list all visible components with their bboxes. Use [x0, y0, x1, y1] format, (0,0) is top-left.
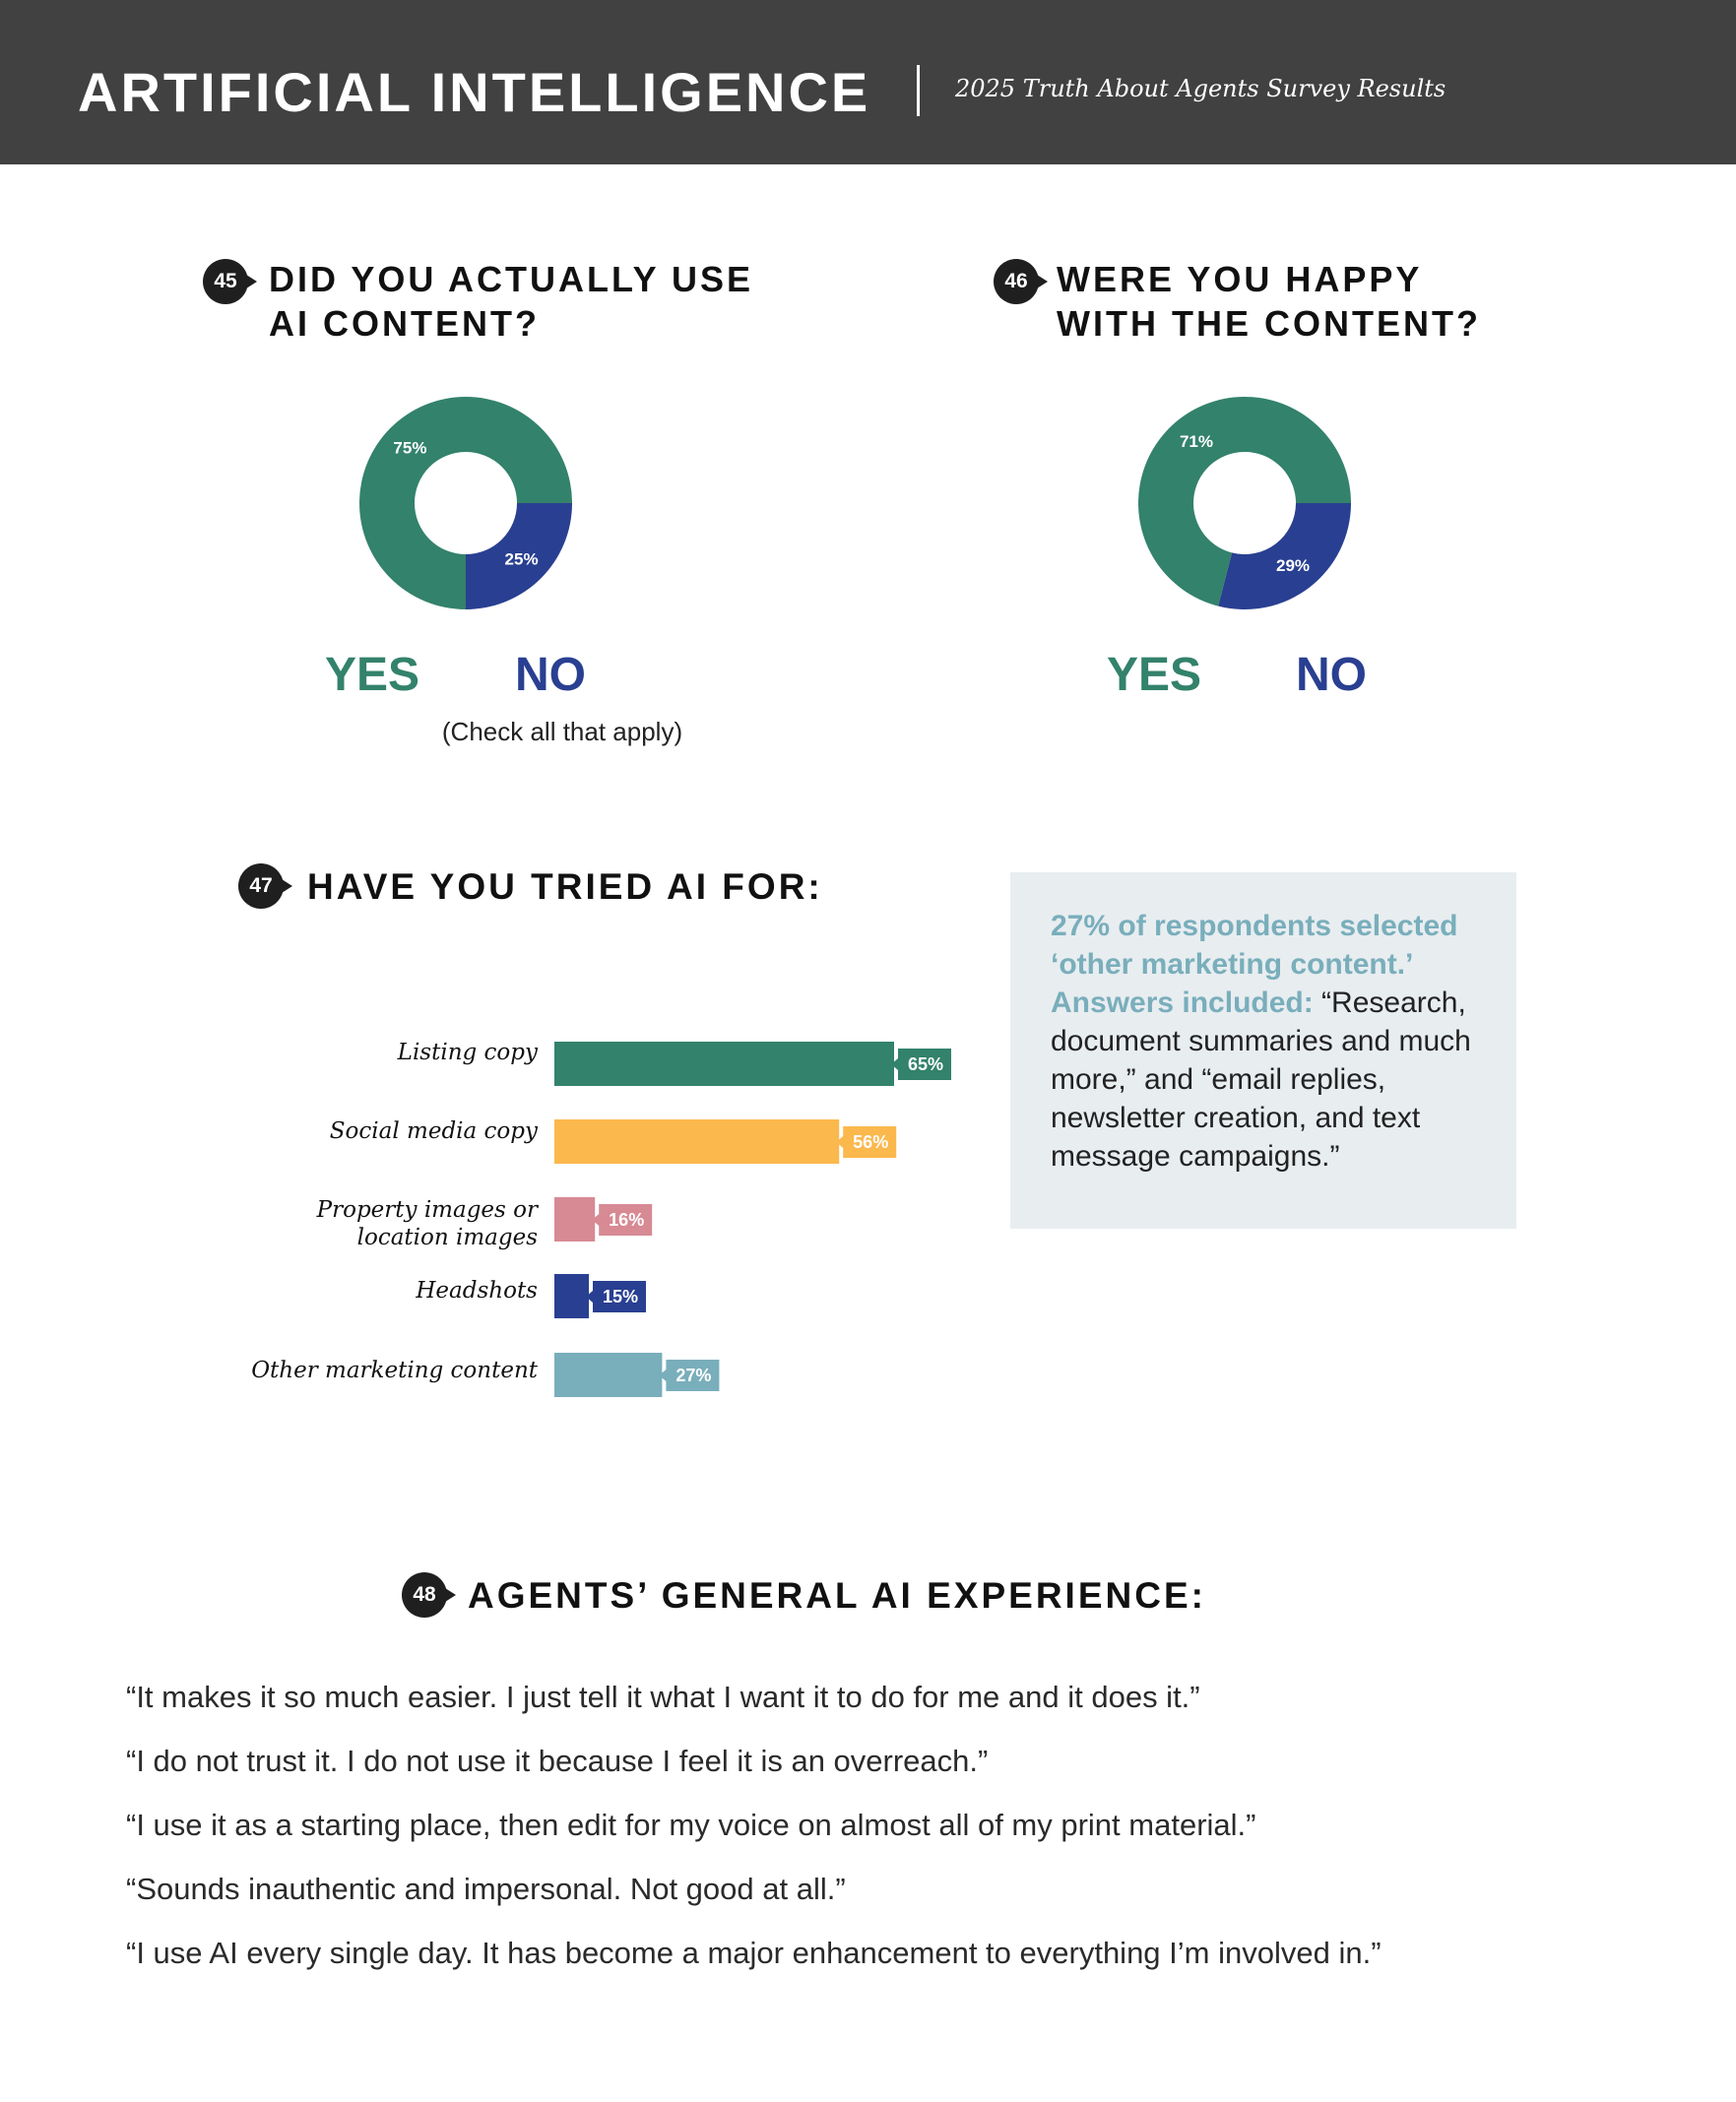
quote-item: “Sounds inauthentic and impersonal. Not good at all.” — [126, 1872, 846, 1906]
legend-yes: YES — [1107, 649, 1202, 701]
legend-no: NO — [515, 649, 586, 701]
donut-label-yes: 71% — [1179, 431, 1213, 451]
question-number-badge: 45 — [203, 259, 248, 304]
bar-category-label: Property images or location images — [316, 1197, 538, 1250]
bar-chart-tried-ai-for — [551, 1024, 965, 1408]
donut-label-no: 25% — [504, 549, 539, 569]
header-divider — [917, 65, 920, 116]
legend-no: NO — [1296, 649, 1367, 701]
legend-yes: YES — [325, 649, 420, 701]
bar-category-label: Social media copy — [329, 1118, 538, 1144]
bar-4 — [554, 1353, 662, 1397]
donut-chart-happy-with-content — [1133, 392, 1356, 614]
bar-2 — [554, 1197, 595, 1242]
donut-chart-used-ai — [354, 392, 577, 614]
page-header — [0, 0, 1736, 164]
question-number-badge: 47 — [238, 863, 284, 909]
bar-3 — [554, 1274, 589, 1318]
callout-body: “Research, document summaries and much more,” and “email replies, newsletter creation, and text message campaigns.” — [1051, 987, 1471, 1173]
page-subtitle: 2025 Truth About Agents Survey Results — [955, 75, 1447, 102]
page-title: ARTIFICIAL INTELLIGENCE — [78, 61, 871, 123]
question-title: AGENTS’ GENERAL AI EXPERIENCE: — [468, 1575, 1206, 1616]
bar-value-label: 65% — [907, 1054, 944, 1074]
question-title: HAVE YOU TRIED AI FOR: — [307, 866, 823, 907]
bar-value-label: 27% — [675, 1366, 712, 1385]
question-number-badge: 46 — [994, 259, 1039, 304]
donut-label-no: 29% — [1276, 556, 1311, 576]
bar-0 — [554, 1042, 894, 1086]
quote-item: “I use it as a starting place, then edit for my voice on almost all of my print material.” — [126, 1808, 1256, 1842]
bar-value-label: 56% — [853, 1132, 889, 1152]
bar-value-label: 15% — [602, 1287, 639, 1306]
donut-label-yes: 75% — [393, 438, 427, 458]
callout-box — [1010, 872, 1516, 1229]
question-title-line: WERE YOU HAPPY — [1057, 259, 1423, 299]
bar-category-label: Listing copy — [397, 1040, 538, 1065]
quote-item: “I use AI every single day. It has become a major enhancement to everything I’m involved in.” — [126, 1936, 1382, 1970]
question-title-line: AI CONTENT? — [269, 303, 540, 344]
question-title-line: WITH THE CONTENT? — [1057, 303, 1481, 344]
bar-category-label: Headshots — [416, 1278, 538, 1304]
bar-1 — [554, 1119, 839, 1164]
quote-item: “It makes it so much easier. I just tell it what I want it to do for me and it does it.” — [126, 1680, 1200, 1714]
quote-item: “I do not trust it. I do not use it because I feel it is an overreach.” — [126, 1744, 989, 1778]
question-number-badge: 48 — [402, 1572, 447, 1618]
callout-lead: 27% of respondents selected ‘other marketing content.’ Answers included: — [1051, 910, 1458, 1019]
question-title — [269, 257, 753, 346]
bar-category-label: Other marketing content — [251, 1358, 538, 1383]
question-title-line: DID YOU ACTUALLY USE — [269, 259, 754, 299]
question-title — [1057, 257, 1481, 346]
bar-value-label: 16% — [609, 1210, 645, 1230]
check-all-note: (Check all that apply) — [441, 717, 683, 746]
